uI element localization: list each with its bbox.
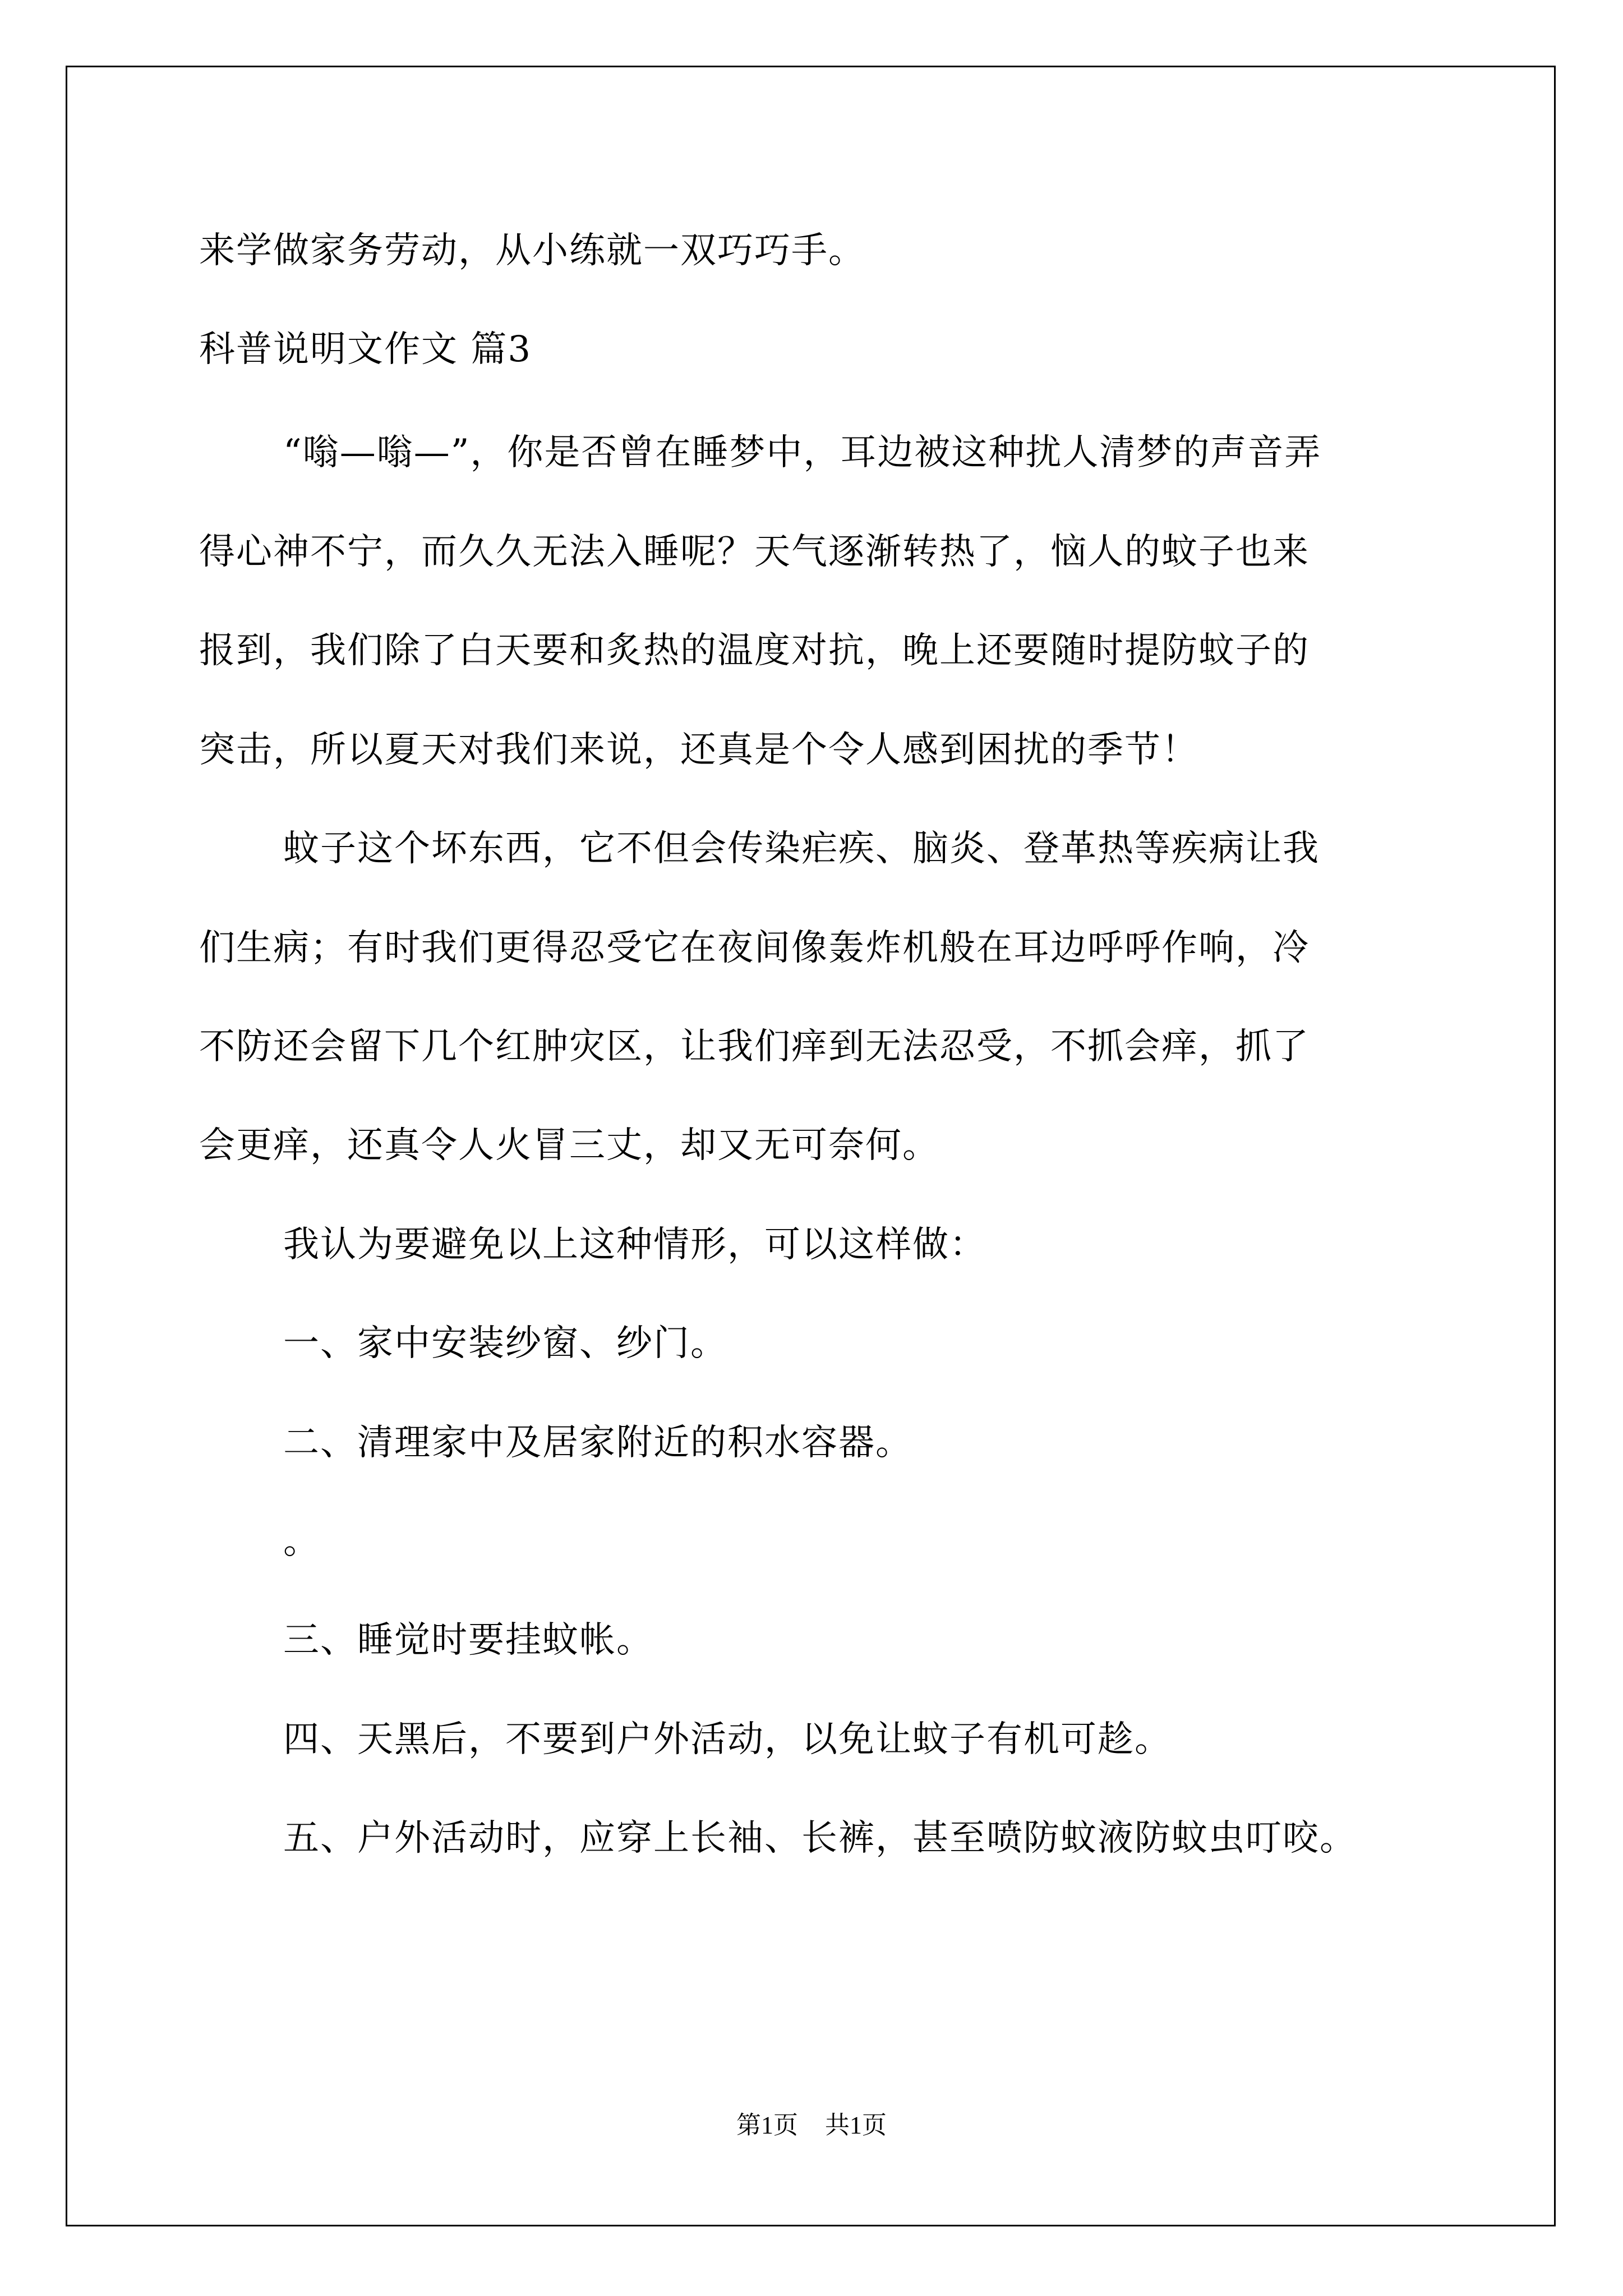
stray-punctuation: 。 [283, 1521, 320, 1562]
paragraph-line: 报到，我们除了白天要和炙热的温度对抗，晚上还要随时提防蚊子的 [199, 630, 1310, 671]
paragraph-line: 会更痒，还真令人火冒三丈，却又无可奈何。 [199, 1125, 939, 1166]
paragraph-line: 我认为要避免以上这种情形，可以这样做： [283, 1224, 986, 1266]
page-total: 共1页 [825, 2111, 887, 2139]
paragraph-line: “嗡—嗡—”，你是否曾在睡梦中，耳边被这种扰人清梦的声音弄 [283, 432, 1322, 473]
list-item: 三、睡觉时要挂蚊帐。 [283, 1619, 653, 1661]
list-item: 二、清理家中及居家附近的积水容器。 [283, 1422, 912, 1464]
section-heading: 科普说明文作文 篇3 [199, 329, 532, 370]
paragraph-line: 们生病；有时我们更得忍受它在夜间像轰炸机般在耳边呼呼作响，冷 [199, 927, 1310, 969]
list-item: 五、户外活动时，应穿上长袖、长裤，甚至喷防蚊液防蚊虫叮咬。 [283, 1818, 1357, 1859]
paragraph-line: 突击，所以夏天对我们来说，还真是个令人感到困扰的季节！ [199, 729, 1198, 771]
paragraph-line: 蚊子这个坏东西，它不但会传染疟疾、脑炎、登革热等疾病让我 [283, 828, 1320, 869]
page-number: 第1页 [736, 2111, 798, 2139]
list-item: 四、天黑后，不要到户外活动，以免让蚊子有机可趁。 [283, 1719, 1172, 1760]
page-footer [0, 2110, 1623, 2141]
paragraph-line: 得心神不宁，而久久无法入睡呢？天气逐渐转热了，恼人的蚊子也来 [199, 531, 1310, 573]
paragraph-line: 来学做家务劳动，从小练就一双巧巧手。 [199, 230, 865, 272]
paragraph-line: 不防还会留下几个红肿灾区，让我们痒到无法忍受，不抓会痒，抓了 [199, 1026, 1310, 1068]
list-item: 一、家中安装纱窗、纱门。 [283, 1323, 727, 1364]
